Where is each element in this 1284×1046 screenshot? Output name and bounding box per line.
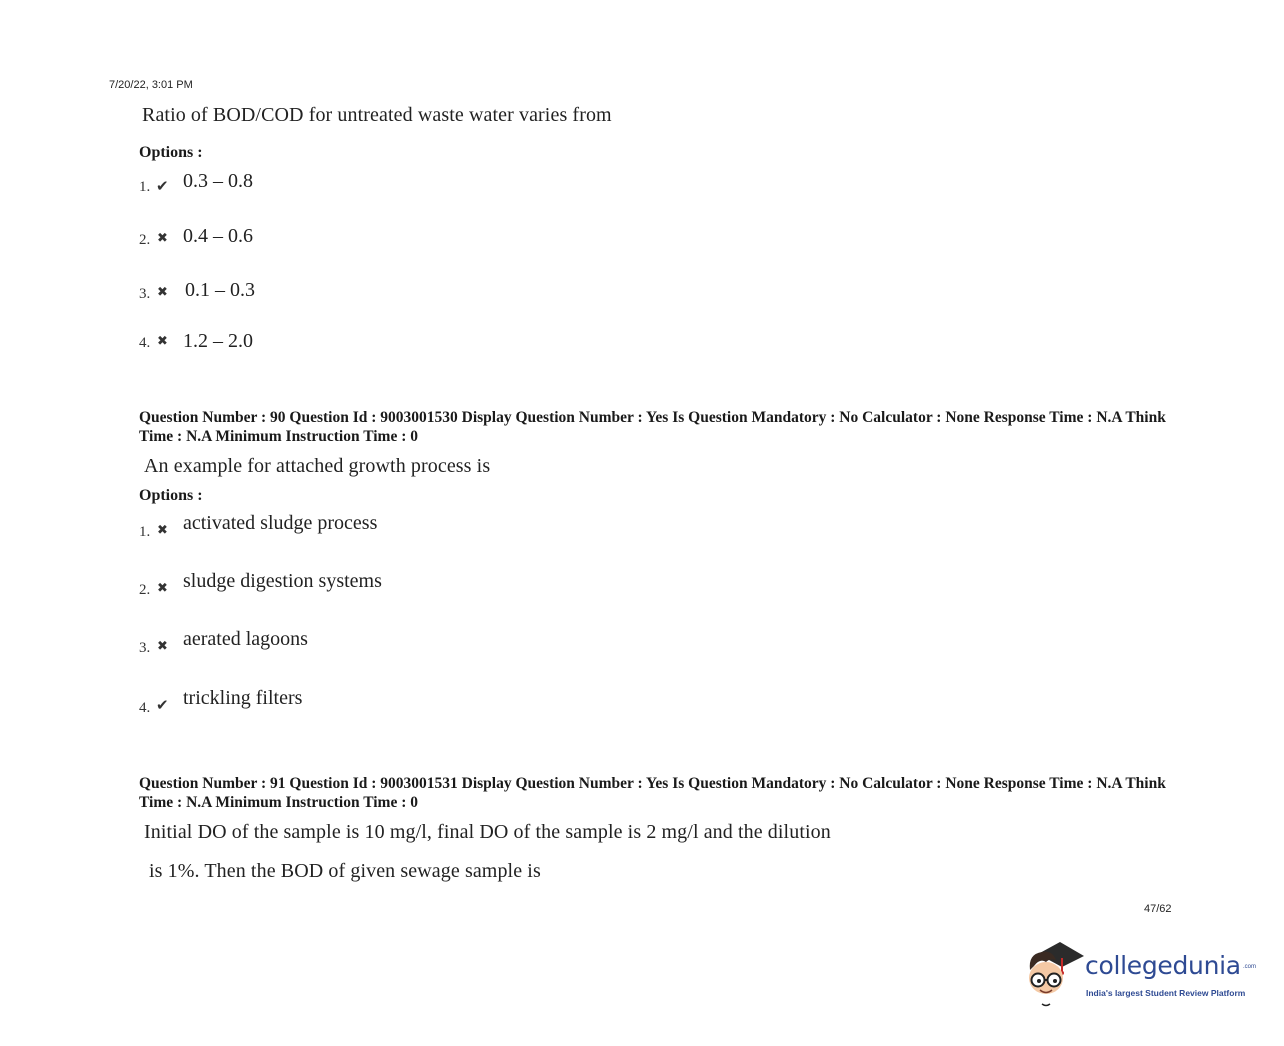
option-number: 1. <box>139 524 151 540</box>
options-label: Options : <box>139 487 203 504</box>
option-number: 2. <box>139 232 151 248</box>
logo-wordmark: collegedunia <box>1085 951 1241 980</box>
option-text: activated sludge process <box>183 512 378 534</box>
collegedunia-logo <box>1024 940 1264 1010</box>
question-91-meta: Question Number : 91 Question Id : 9003001531 Display Question Number : Yes Is Question Mandatory : No Calculator : None Response Time : N.A Think Time : N.A Minimum Instruction Time : 0 <box>139 775 1166 811</box>
logo-com: .com <box>1243 964 1257 970</box>
check-icon: ✔ <box>156 179 169 195</box>
mascot-icon <box>1024 940 1086 1010</box>
question-91-text-line1: Initial DO of the sample is 10 mg/l, final DO of the sample is 2 mg/l and the dilution <box>144 821 831 843</box>
option-number: 2. <box>139 582 151 598</box>
cross-icon: ✖ <box>157 230 168 245</box>
option-number: 1. <box>139 179 151 195</box>
cross-icon: ✖ <box>157 333 168 348</box>
cross-icon: ✖ <box>157 284 168 299</box>
option-text: trickling filters <box>183 687 303 709</box>
options-label: Options : <box>139 144 203 161</box>
cross-icon: ✖ <box>157 580 168 595</box>
check-icon: ✔ <box>156 698 169 714</box>
option-number: 4. <box>139 700 151 716</box>
question-90-text: An example for attached growth process is <box>144 455 491 477</box>
option-text: 1.2 – 2.0 <box>183 330 253 352</box>
option-text: 0.4 – 0.6 <box>183 225 253 247</box>
page-number: 47/62 <box>1144 903 1172 915</box>
cross-icon: ✖ <box>157 638 168 653</box>
print-timestamp: 7/20/22, 3:01 PM <box>109 79 193 91</box>
option-text: 0.1 – 0.3 <box>185 279 255 301</box>
option-number: 3. <box>139 640 151 656</box>
question-91-text-line2: is 1%. Then the BOD of given sewage sample is <box>149 860 541 882</box>
option-text: 0.3 – 0.8 <box>183 170 253 192</box>
cross-icon: ✖ <box>157 522 168 537</box>
logo-tagline: India's largest Student Review Platform <box>1086 988 1246 998</box>
option-text: aerated lagoons <box>183 628 308 650</box>
question-90-meta: Question Number : 90 Question Id : 9003001530 Display Question Number : Yes Is Question Mandatory : No Calculator : None Response Time : N.A Think Time : N.A Minimum Instruction Time : 0 <box>139 409 1166 445</box>
question-89-text: Ratio of BOD/COD for untreated waste water varies from <box>142 104 612 126</box>
option-number: 4. <box>139 335 151 351</box>
option-number: 3. <box>139 286 151 302</box>
option-text: sludge digestion systems <box>183 570 382 592</box>
